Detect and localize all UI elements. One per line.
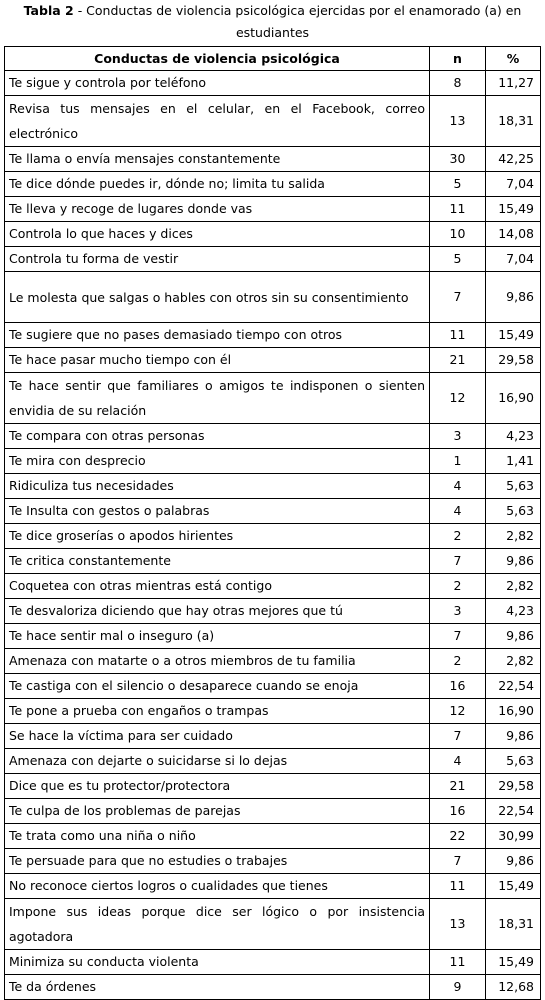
- row-n: 16: [430, 674, 486, 699]
- row-percent: 2,82: [486, 649, 541, 674]
- row-percent: 12,68: [486, 975, 541, 1000]
- row-n: 10: [430, 222, 486, 247]
- row-n: 11: [430, 197, 486, 222]
- row-n: 21: [430, 774, 486, 799]
- header-behavior: Conductas de violencia psicológica: [5, 47, 430, 71]
- row-n: 7: [430, 272, 486, 323]
- row-n: 2: [430, 524, 486, 549]
- row-behavior: Dice que es tu protector/protectora: [5, 774, 430, 799]
- row-percent: 29,58: [486, 348, 541, 373]
- row-behavior: Te mira con desprecio: [5, 449, 430, 474]
- row-behavior: Te pone a prueba con engaños o trampas: [5, 699, 430, 724]
- row-percent: 29,58: [486, 774, 541, 799]
- row-n: 4: [430, 499, 486, 524]
- caption-label: Tabla 2: [23, 3, 74, 18]
- row-behavior: Te dice groserías o apodos hirientes: [5, 524, 430, 549]
- caption-text: - Conductas de violencia psicológica ejercidas por el enamorado (a) en estudiantes: [73, 3, 522, 40]
- row-behavior: Revisa tus mensajes en el celular, en el Facebook, correo electrónico: [5, 96, 430, 147]
- header-row: [5, 47, 541, 71]
- table-row: [5, 247, 541, 272]
- table-body: [5, 71, 541, 1000]
- row-n: 5: [430, 172, 486, 197]
- header-n: n: [430, 47, 486, 71]
- row-behavior: Te desvaloriza diciendo que hay otras mejores que tú: [5, 599, 430, 624]
- row-n: 5: [430, 247, 486, 272]
- table-row: [5, 975, 541, 1000]
- row-percent: 9,86: [486, 849, 541, 874]
- row-n: 3: [430, 424, 486, 449]
- table-row: [5, 574, 541, 599]
- table-row: [5, 674, 541, 699]
- table-row: [5, 950, 541, 975]
- row-behavior: Te sigue y controla por teléfono: [5, 71, 430, 96]
- row-percent: 42,25: [486, 147, 541, 172]
- row-n: 11: [430, 874, 486, 899]
- table-row: [5, 899, 541, 950]
- row-n: 4: [430, 474, 486, 499]
- row-n: 4: [430, 749, 486, 774]
- table-row: [5, 649, 541, 674]
- row-n: 22: [430, 824, 486, 849]
- row-percent: 7,04: [486, 247, 541, 272]
- row-behavior: Te lleva y recoge de lugares donde vas: [5, 197, 430, 222]
- row-behavior: Ridiculiza tus necesidades: [5, 474, 430, 499]
- table-row: [5, 424, 541, 449]
- row-n: 16: [430, 799, 486, 824]
- row-n: 7: [430, 849, 486, 874]
- row-n: 7: [430, 624, 486, 649]
- row-n: 2: [430, 574, 486, 599]
- table-row: [5, 373, 541, 424]
- row-behavior: Impone sus ideas porque dice ser lógico o por insistencia agotadora: [5, 899, 430, 950]
- row-percent: 18,31: [486, 899, 541, 950]
- row-percent: 9,86: [486, 272, 541, 323]
- row-n: 7: [430, 549, 486, 574]
- row-percent: 15,49: [486, 323, 541, 348]
- row-behavior: No reconoce ciertos logros o cualidades que tienes: [5, 874, 430, 899]
- row-percent: 15,49: [486, 950, 541, 975]
- row-behavior: Te dice dónde puedes ir, dónde no; limita tu salida: [5, 172, 430, 197]
- row-n: 2: [430, 649, 486, 674]
- header-percent: %: [486, 47, 541, 71]
- row-behavior: Te culpa de los problemas de parejas: [5, 799, 430, 824]
- table-caption: [0, 0, 545, 44]
- table-row: [5, 599, 541, 624]
- table-row: [5, 172, 541, 197]
- table-row: [5, 874, 541, 899]
- row-percent: 4,23: [486, 424, 541, 449]
- row-percent: 16,90: [486, 373, 541, 424]
- table-row: [5, 272, 541, 323]
- row-percent: 15,49: [486, 874, 541, 899]
- row-percent: 30,99: [486, 824, 541, 849]
- table-row: [5, 524, 541, 549]
- row-n: 9: [430, 975, 486, 1000]
- row-behavior: Te Insulta con gestos o palabras: [5, 499, 430, 524]
- row-behavior: Se hace la víctima para ser cuidado: [5, 724, 430, 749]
- table-row: [5, 499, 541, 524]
- row-behavior: Te da órdenes: [5, 975, 430, 1000]
- row-behavior: Te critica constantemente: [5, 549, 430, 574]
- row-behavior: Coquetea con otras mientras está contigo: [5, 574, 430, 599]
- row-n: 11: [430, 323, 486, 348]
- row-n: 30: [430, 147, 486, 172]
- row-behavior: Te trata como una niña o niño: [5, 824, 430, 849]
- table-row: [5, 849, 541, 874]
- table-row: [5, 348, 541, 373]
- row-behavior: Te hace sentir que familiares o amigos te indisponen o sienten envidia de su relación: [5, 373, 430, 424]
- row-n: 7: [430, 724, 486, 749]
- row-behavior: Le molesta que salgas o hables con otros sin su consentimiento: [5, 272, 430, 323]
- table-row: [5, 449, 541, 474]
- row-n: 12: [430, 699, 486, 724]
- row-behavior: Te sugiere que no pases demasiado tiempo con otros: [5, 323, 430, 348]
- row-percent: 15,49: [486, 197, 541, 222]
- row-percent: 2,82: [486, 524, 541, 549]
- row-behavior: Minimiza su conducta violenta: [5, 950, 430, 975]
- row-behavior: Controla lo que haces y dices: [5, 222, 430, 247]
- table-row: [5, 222, 541, 247]
- table-row: [5, 549, 541, 574]
- row-percent: 9,86: [486, 549, 541, 574]
- row-percent: 9,86: [486, 724, 541, 749]
- row-percent: 7,04: [486, 172, 541, 197]
- table-row: [5, 824, 541, 849]
- data-table: [4, 46, 541, 1000]
- row-percent: 22,54: [486, 674, 541, 699]
- table-row: [5, 774, 541, 799]
- row-n: 1: [430, 449, 486, 474]
- row-n: 13: [430, 899, 486, 950]
- table-row: [5, 624, 541, 649]
- row-percent: 4,23: [486, 599, 541, 624]
- row-behavior: Te hace pasar mucho tiempo con él: [5, 348, 430, 373]
- table-row: [5, 474, 541, 499]
- row-behavior: Amenaza con dejarte o suicidarse si lo dejas: [5, 749, 430, 774]
- table-row: [5, 799, 541, 824]
- row-n: 12: [430, 373, 486, 424]
- row-percent: 5,63: [486, 474, 541, 499]
- row-percent: 11,27: [486, 71, 541, 96]
- row-behavior: Te llama o envía mensajes constantemente: [5, 147, 430, 172]
- table-row: [5, 323, 541, 348]
- row-n: 11: [430, 950, 486, 975]
- table-row: [5, 699, 541, 724]
- row-percent: 2,82: [486, 574, 541, 599]
- row-behavior: Te castiga con el silencio o desaparece cuando se enoja: [5, 674, 430, 699]
- table-row: [5, 71, 541, 96]
- row-n: 21: [430, 348, 486, 373]
- row-n: 13: [430, 96, 486, 147]
- row-behavior: Te persuade para que no estudies o trabajes: [5, 849, 430, 874]
- row-percent: 5,63: [486, 749, 541, 774]
- row-n: 8: [430, 71, 486, 96]
- row-behavior: Controla tu forma de vestir: [5, 247, 430, 272]
- row-percent: 18,31: [486, 96, 541, 147]
- row-behavior: Te compara con otras personas: [5, 424, 430, 449]
- row-n: 3: [430, 599, 486, 624]
- row-percent: 16,90: [486, 699, 541, 724]
- row-percent: 1,41: [486, 449, 541, 474]
- row-behavior: Te hace sentir mal o inseguro (a): [5, 624, 430, 649]
- table-row: [5, 96, 541, 147]
- row-percent: 9,86: [486, 624, 541, 649]
- table-row: [5, 147, 541, 172]
- table-row: [5, 724, 541, 749]
- table-row: [5, 749, 541, 774]
- row-percent: 22,54: [486, 799, 541, 824]
- row-percent: 5,63: [486, 499, 541, 524]
- table-row: [5, 197, 541, 222]
- row-behavior: Amenaza con matarte o a otros miembros de tu familia: [5, 649, 430, 674]
- row-percent: 14,08: [486, 222, 541, 247]
